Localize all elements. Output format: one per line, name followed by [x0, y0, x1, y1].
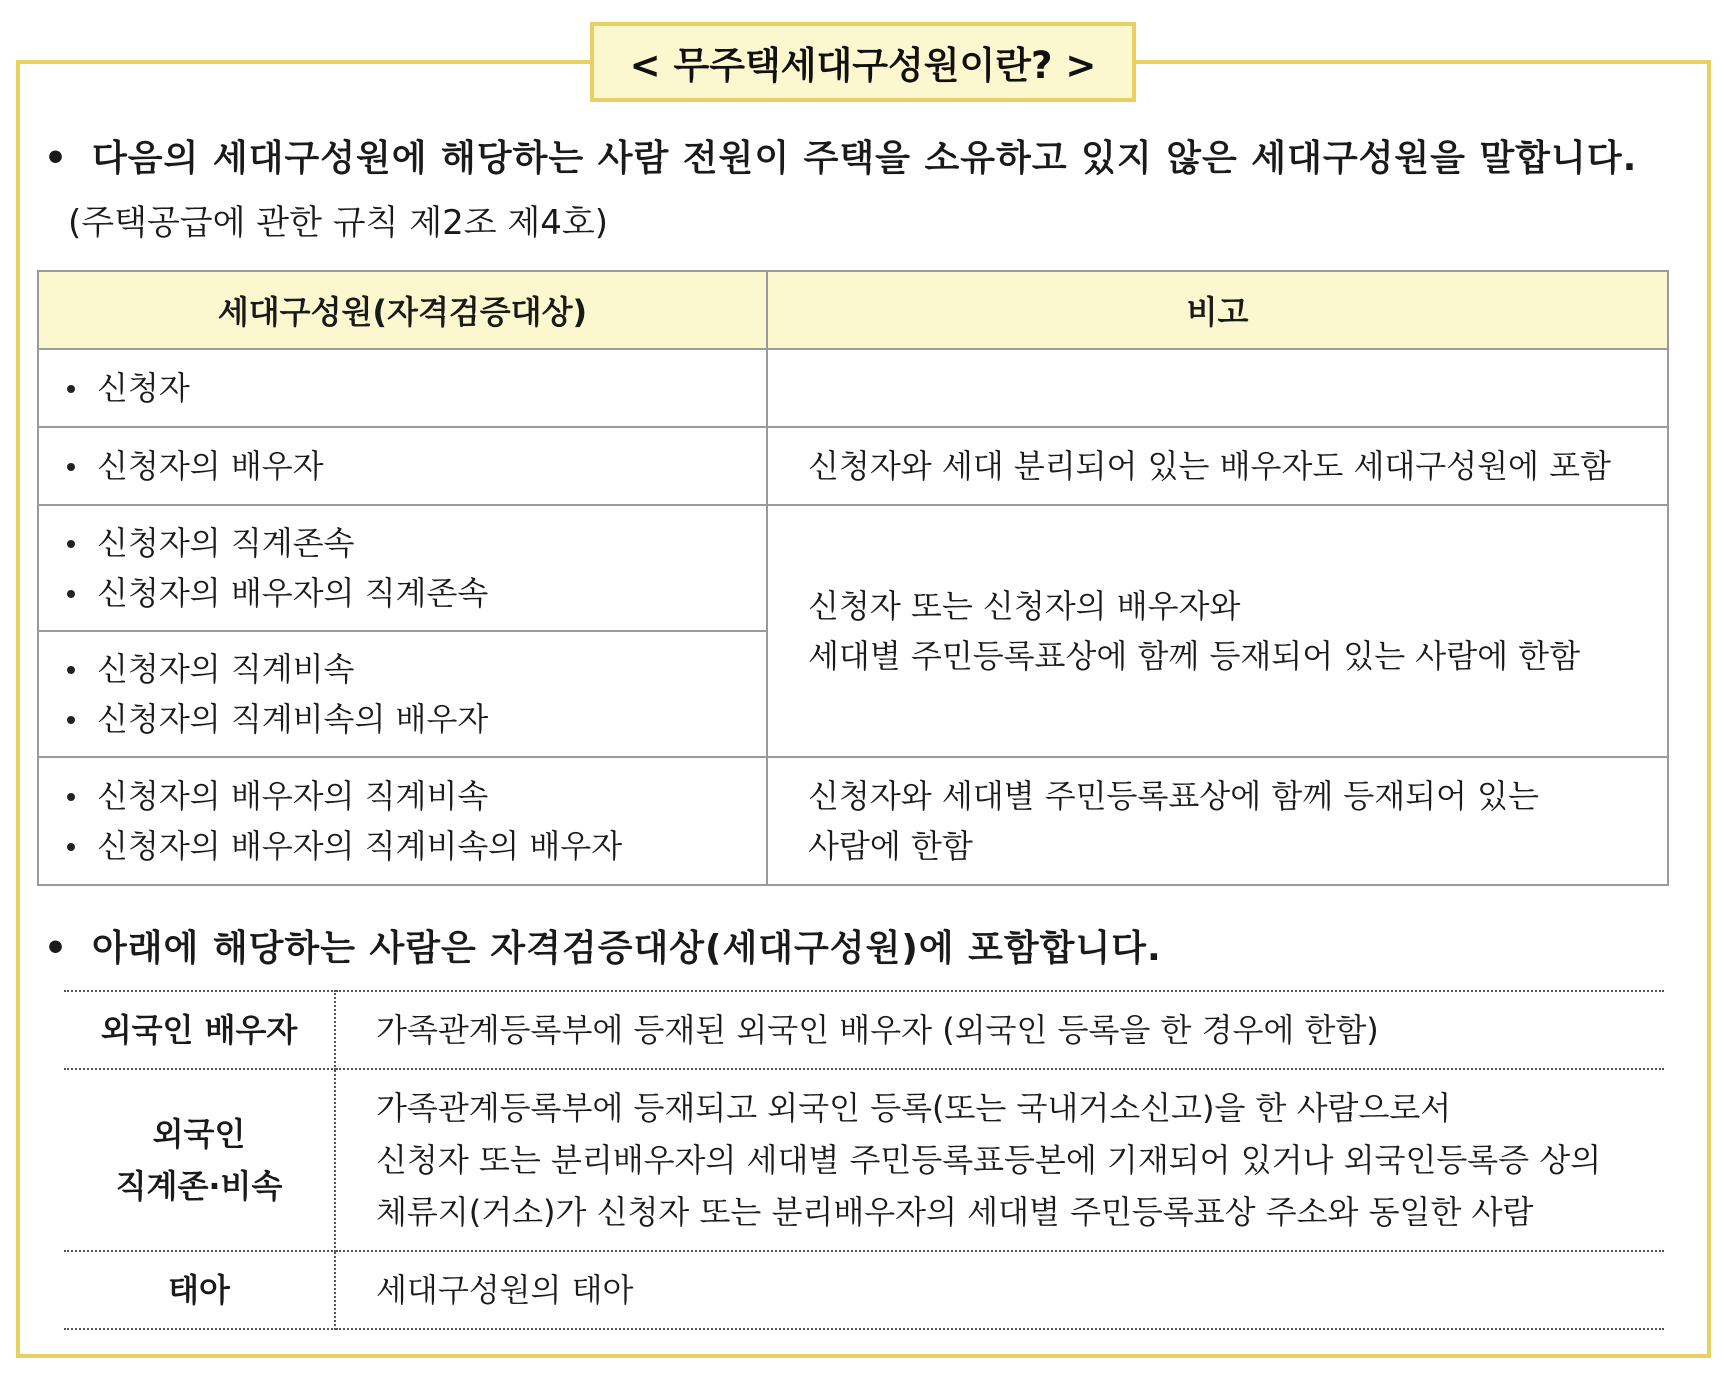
row-value — [335, 1069, 1664, 1251]
header-note: 비고 — [767, 271, 1668, 349]
note-text: 신청자와 세대 분리되어 있는 배우자도 세대구성원에 포함 — [808, 447, 1611, 485]
value-text: 가족관계등록부에 등재된 외국인 배우자 (외국인 등록을 한 경우에 한함) — [376, 1011, 1379, 1049]
key-text: 외국인 배우자 — [100, 1011, 298, 1049]
row-value — [335, 1251, 1664, 1329]
note-cell — [767, 427, 1668, 505]
row-key — [64, 1251, 335, 1329]
table-row — [38, 757, 1668, 885]
members-cell — [38, 757, 767, 885]
list-item: 신청자의 배우자의 직계비속 — [97, 771, 766, 821]
table-row — [38, 349, 1668, 427]
key-text: 태아 — [168, 1271, 230, 1309]
key-text: 외국인 — [152, 1115, 246, 1153]
note-text: 신청자 또는 신청자의 배우자와 — [808, 587, 1241, 625]
table-header-row — [38, 271, 1668, 349]
merged-note-cell — [767, 505, 1668, 757]
row-key — [64, 1069, 335, 1251]
members-cell — [38, 427, 767, 505]
legal-source: (주택공급에 관한 규칙 제2조 제4호) — [68, 203, 608, 243]
intro-text: 다음의 세대구성원에 해당하는 사람 전원이 주택을 소유하고 있지 않은 세대구성원을 말합니다. — [92, 138, 1638, 179]
table-row — [64, 1069, 1664, 1251]
page-title: < 무주택세대구성원이란? > — [590, 22, 1136, 102]
value-text: 세대구성원의 태아 — [376, 1271, 634, 1309]
header-members: 세대구성원(자격검증대상) — [38, 271, 767, 349]
list-item: 신청자의 배우자의 직계비속의 배우자 — [97, 821, 766, 871]
members-cell — [38, 505, 767, 631]
list-item: 신청자의 직계비속의 배우자 — [97, 694, 766, 744]
intro-statement — [44, 130, 1637, 181]
include-text: 아래에 해당하는 사람은 자격검증대상(세대구성원)에 포함합니다. — [92, 928, 1162, 969]
list-item: 신청자의 직계존속 — [97, 518, 766, 568]
note-cell — [767, 757, 1668, 885]
list-item: 신청자의 배우자의 직계존속 — [97, 568, 766, 618]
bullet-icon: • — [44, 138, 69, 179]
row-key — [64, 991, 335, 1069]
list-item: 신청자의 직계비속 — [97, 644, 766, 694]
list-item: 신청자의 배우자 — [97, 441, 766, 491]
note-text: 세대별 주민등록표상에 함께 등재되어 있는 사람에 한함 — [808, 637, 1581, 675]
table-row — [64, 1251, 1664, 1329]
include-statement — [44, 920, 1162, 971]
value-text: 체류지(거소)가 신청자 또는 분리배우자의 세대별 주민등록표상 주소와 동일한 사람 — [376, 1193, 1534, 1231]
note-text: 신청자와 세대별 주민등록표상에 함께 등재되어 있는 — [808, 777, 1539, 815]
included-members-table — [64, 990, 1664, 1330]
members-cell — [38, 349, 767, 427]
row-value — [335, 991, 1664, 1069]
household-member-table — [37, 270, 1669, 886]
table-row — [38, 505, 1668, 631]
table-row — [38, 427, 1668, 505]
value-text: 가족관계등록부에 등재되고 외국인 등록(또는 국내거소신고)을 한 사람으로서 — [376, 1089, 1452, 1127]
table-row — [64, 991, 1664, 1069]
members-cell — [38, 631, 767, 757]
key-text: 직계존·비속 — [115, 1167, 283, 1205]
bullet-icon: • — [44, 928, 69, 969]
value-text: 신청자 또는 분리배우자의 세대별 주민등록표등본에 기재되어 있거나 외국인등록증 상의 — [376, 1141, 1602, 1179]
note-text: 사람에 한함 — [808, 827, 973, 865]
note-cell — [767, 349, 1668, 427]
list-item: 신청자 — [97, 363, 766, 413]
